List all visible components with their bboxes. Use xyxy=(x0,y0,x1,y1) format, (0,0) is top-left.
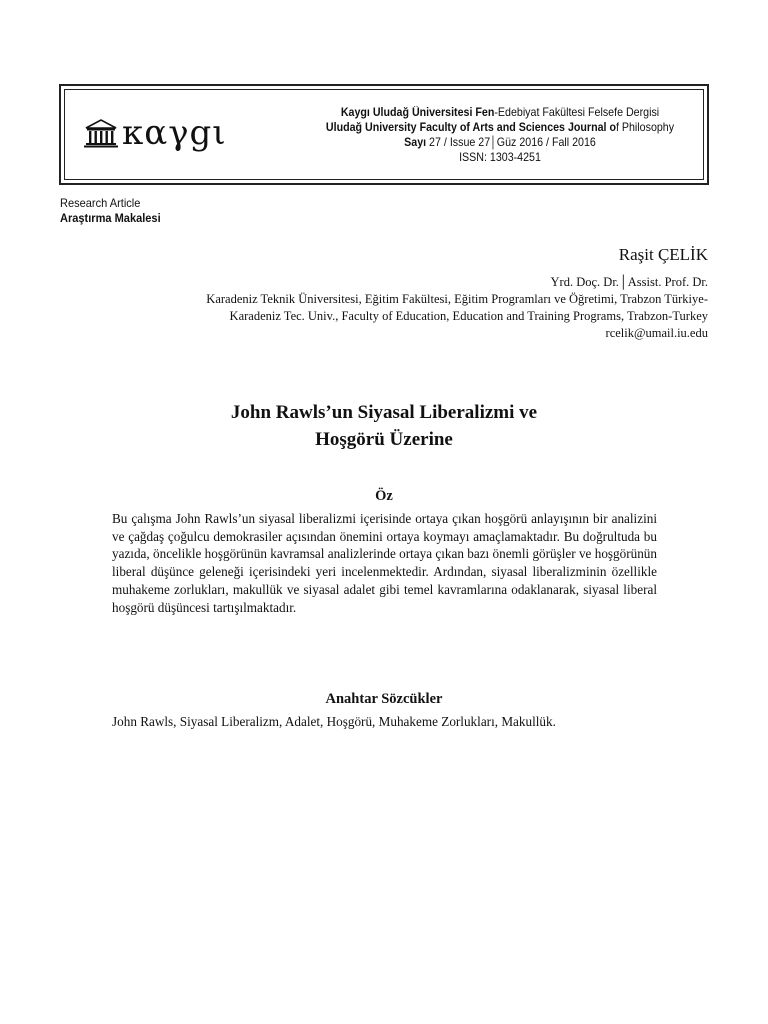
journal-header-inner-border xyxy=(64,89,704,180)
author-block xyxy=(88,244,708,342)
temple-icon xyxy=(84,118,118,148)
journal-logo xyxy=(84,113,227,153)
journal-info xyxy=(311,105,688,165)
article-type-tr: Araştırma Makalesi xyxy=(60,211,161,225)
journal-header-box xyxy=(59,84,709,185)
keywords-heading: Anahtar Sözcükler xyxy=(325,691,443,707)
author-email: rcelik@umail.iu.edu xyxy=(605,326,708,340)
article-title-line2: Hoşgörü Üzerine xyxy=(315,429,453,450)
article-title-line1: John Rawls’un Siyasal Liberalizmi ve xyxy=(230,402,538,423)
abstract-heading: Öz xyxy=(375,488,393,504)
article-type xyxy=(60,196,161,226)
abstract-text: Bu çalışma John Rawls’un siyasal liberalizmi içerisinde ortaya çıkan hoşgörü anlayışının bir analizini ve çağdaş çoğulcu demokrasiler açısından önemini ortaya koymayı amaçlamaktadır. Bu doğrultuda bu yazıda, öncelikle hoşgörünün kavramsal analizlerinde ortaya çıkan bazı önemli görüşler ve hoşgörünün liberal düşünce geleneği içerisindeki yeri incelenmektedir. Ardından, siyasal liberalizminin özellikle muhakeme zorlukları, makullük ve siyasal adalet gibi temel kavramlarına odaklanarak, siyasal liberal hoşgörü düşüncesi tartışılmaktadır. xyxy=(112,511,657,615)
author-title: Yrd. Doç. Dr.│Assist. Prof. Dr. xyxy=(550,275,708,289)
affiliation-tr: Karadeniz Teknik Üniversitesi, Eğitim Fakültesi, Eğitim Programları ve Öğretimi, Trabzon Türkiye- xyxy=(206,292,708,306)
journal-issue: Sayı 27 / Issue 27│Güz 2016 / Fall 2016 xyxy=(404,136,596,149)
journal-title-tr: Kaygı Uludağ Üniversitesi Fen-Edebiyat Fakültesi Felsefe Dergisi xyxy=(340,106,660,119)
article-type-en: Research Article xyxy=(60,196,141,210)
journal-issn: ISSN: 1303-4251 xyxy=(459,151,541,164)
logo-wordmark: καγgι xyxy=(122,113,227,153)
affiliation-en: Karadeniz Tec. Univ., Faculty of Education, Education and Training Programs, Trabzon-Turkey xyxy=(229,309,708,323)
author-name: Raşit ÇELİK xyxy=(618,245,708,264)
journal-title-en: Uludağ University Faculty of Arts and Sciences Journal of Philosophy xyxy=(325,121,675,134)
keywords-text: John Rawls, Siyasal Liberalizm, Adalet, Hoşgörü, Muhakeme Zorlukları, Makullük. xyxy=(112,714,556,729)
article-title xyxy=(0,399,768,453)
